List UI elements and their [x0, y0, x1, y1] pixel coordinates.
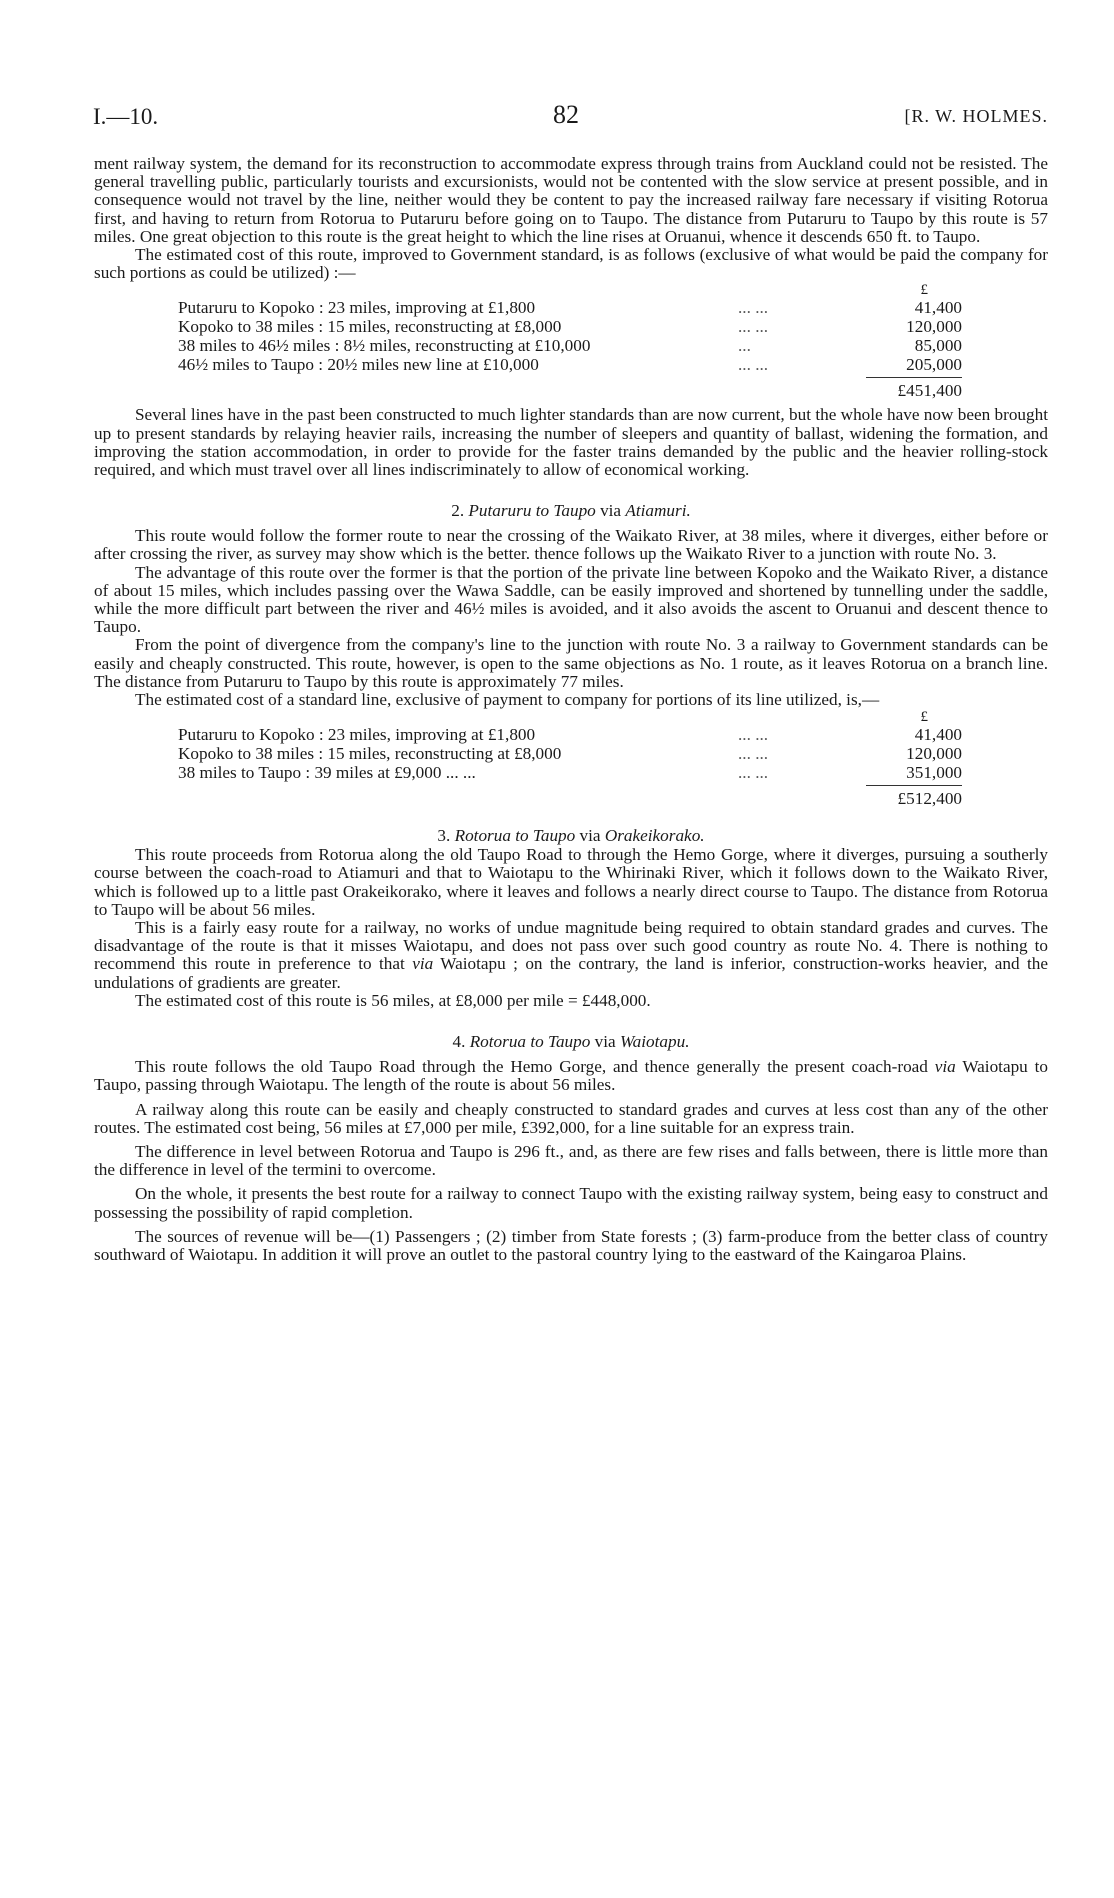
page-number: 82: [553, 100, 579, 129]
leader-dots: ... ...: [738, 763, 769, 783]
paragraph: ment railway system, the demand for its reconstruction to accommodate express through trains from Auckland could not be resisted. The general travelling public, particularly tourists and excursionists, would not be contented with the slow service at present possible, and in consequence would not travel by the line, neither would they be content to pay the increased railway fare necessary if visiting Rotorua first, and having to return from Rotorua to Putaruru before going on to Taupo. The distance from Putaruru to Taupo by this route is 57 miles. One great objection to this route is the great height to which the line rises at Oruanui, whence it descends 650 ft. to Taupo.: [94, 154, 1048, 246]
paragraph: The estimated cost of this route is 56 miles, at £8,000 per mile = £448,000.: [135, 990, 651, 1010]
cost-item: 38 miles to Taupo : 39 miles at £9,000 ... ...: [178, 763, 476, 783]
table-row: [178, 298, 962, 317]
leader-dots: ... ...: [738, 317, 769, 337]
author-name: [R. W. HOLMES.: [904, 106, 1048, 126]
cost-item: 46½ miles to Taupo : 20½ miles new line at £10,000: [178, 355, 539, 375]
page-header: [93, 100, 1048, 136]
cost-amount: 120,000: [906, 744, 962, 764]
cost-item: Kopoko to 38 miles : 15 miles, reconstructing at £8,000: [178, 744, 562, 764]
total-rule: [866, 377, 962, 378]
total-rule: [866, 785, 962, 786]
paragraph: This is a fairly easy route for a railway, no works of undue magnitude being required to obtain standard grades and curves. The disadvantage of the route is that it misses Waiotapu, and does not pass over such good country as route No. 4. There is nothing to recommend this route in preference to that via Waiotapu ; on the contrary, the land is inferior, construction-works heavier, and the undulations of gradients are greater.: [94, 918, 1048, 992]
document-body: [94, 155, 1048, 1264]
cost-amount: 351,000: [906, 763, 962, 783]
paragraph: From the point of divergence from the company's line to the junction with route No. 3 a railway to Government standards can be easily and cheaply constructed. This route, however, is open to the same objections as No. 1 route, as it leaves Rotorua on a branch line. The distance from Putaruru to Taupo by this route is approximately 77 miles.: [94, 635, 1048, 691]
cost-amount: 205,000: [906, 355, 962, 375]
table-row: [178, 725, 962, 744]
paragraph: The advantage of this route over the former is that the portion of the private line between Kopoko and the Waikato River, a distance of about 15 miles, which includes passing over the Wawa Saddle, can be easily improved and shortened by tunnelling under the saddle, while the more difficult part between the river and 46½ miles is avoided, and it also avoids the ascent to Oruanui and descent thence to Taupo.: [94, 562, 1048, 637]
table-row: [178, 744, 962, 763]
cost-item: Putaruru to Kopoko : 23 miles, improving at £1,800: [178, 298, 536, 318]
table-row: [178, 317, 962, 336]
leader-dots: ... ...: [738, 725, 769, 745]
paragraph: On the whole, it presents the best route for a railway to connect Taupo with the existing railway system, being easy to construct and possessing the possibility of rapid completion.: [94, 1184, 1048, 1222]
paragraph: The estimated cost of a standard line, exclusive of payment to company for portions of its line utilized, is,—: [135, 690, 880, 710]
section-heading-4: 4. Rotorua to Taupo via Waiotapu.: [452, 1032, 690, 1052]
leader-dots: ... ...: [738, 298, 769, 318]
table-row: [178, 763, 962, 782]
paragraph: This route would follow the former route to near the crossing of the Waikato River, at 38 miles, where it diverges, either before or after crossing the river, as survey may show which is the better. thence follows up the Waikato River to a junction with route No. 3.: [94, 526, 1048, 564]
cost-item: Kopoko to 38 miles : 15 miles, reconstructing at £8,000: [178, 317, 562, 337]
cost-total: £451,400: [897, 381, 962, 401]
cost-item: 38 miles to 46½ miles : 8½ miles, reconstructing at £10,000: [178, 336, 591, 356]
cost-table-route-1: [178, 298, 962, 374]
cost-amount: 41,400: [914, 725, 962, 745]
table-row: [178, 336, 962, 355]
section-heading-3: 3. Rotorua to Taupo via Orakeikorako.: [437, 826, 705, 846]
currency-heading: £: [920, 282, 928, 299]
section-heading-2: 2. Putaruru to Taupo via Atiamuri.: [451, 501, 691, 521]
cost-total: £512,400: [897, 789, 962, 809]
cost-amount: 120,000: [906, 317, 962, 337]
currency-heading: £: [920, 709, 928, 726]
paragraph: Several lines have in the past been constructed to much lighter standards than are now current, but the whole have now been brought up to present standards by relaying heavier rails, increasing the number of sleepers and quantity of ballast, widening the formation, and improving the station accommodation, in order to provide for the faster trains demanded by the public and the heavier rolling-stock required, and which must travel over all lines indiscriminately to allow of economical working.: [94, 405, 1048, 480]
cost-table-route-2: [178, 725, 962, 782]
cost-total-row: [178, 374, 962, 406]
paragraph: The estimated cost of this route, improved to Government standard, is as follows (exclusive of what would be paid the company for such portions as could be utilized) :—: [94, 245, 1048, 283]
cost-item: Putaruru to Kopoko : 23 miles, improving at £1,800: [178, 725, 536, 745]
cost-total-row: [178, 782, 962, 814]
leader-dots: ... ...: [738, 355, 769, 375]
leader-dots: ...: [738, 336, 751, 356]
paragraph: The difference in level between Rotorua and Taupo is 296 ft., and, as there are few rises and falls between, there is little more than the difference in level of the termini to overcome.: [94, 1141, 1048, 1180]
paragraph: This route follows the old Taupo Road through the Hemo Gorge, and thence generally the present coach-road via Waiotapu to Taupo, passing through Waiotapu. The length of the route is about 56 miles.: [94, 1057, 1048, 1095]
document-reference: I.—10.: [93, 104, 159, 129]
paragraph: A railway along this route can be easily and cheaply constructed to standard grades and curves at less cost than any of the other routes. The estimated cost being, 56 miles at £7,000 per mile, £392,000, for a line suitable for an express train.: [94, 1099, 1048, 1137]
cost-amount: 85,000: [914, 336, 962, 356]
leader-dots: ... ...: [738, 744, 769, 764]
paragraph: The sources of revenue will be—(1) Passengers ; (2) timber from State forests ; (3) farm-produce from the better class of country southward of Waiotapu. In addition it will prove an outlet to the pastoral country lying to the eastward of the Kaingaroa Plains.: [94, 1226, 1048, 1264]
paragraph: This route proceeds from Rotorua along the old Taupo Road to through the Hemo Gorge, where it diverges, pursuing a southerly course between the coach-road to Atiamuri and that to Waiotapu to the Whirinaki River, which it follows down to the Waikato River, which is followed up to a little past Orakeikorako, where it leaves and follows a nearly direct course to Taupo. The distance from Rotorua to Taupo will be about 56 miles.: [94, 845, 1048, 919]
table-row: [178, 355, 962, 374]
cost-amount: 41,400: [914, 298, 962, 318]
